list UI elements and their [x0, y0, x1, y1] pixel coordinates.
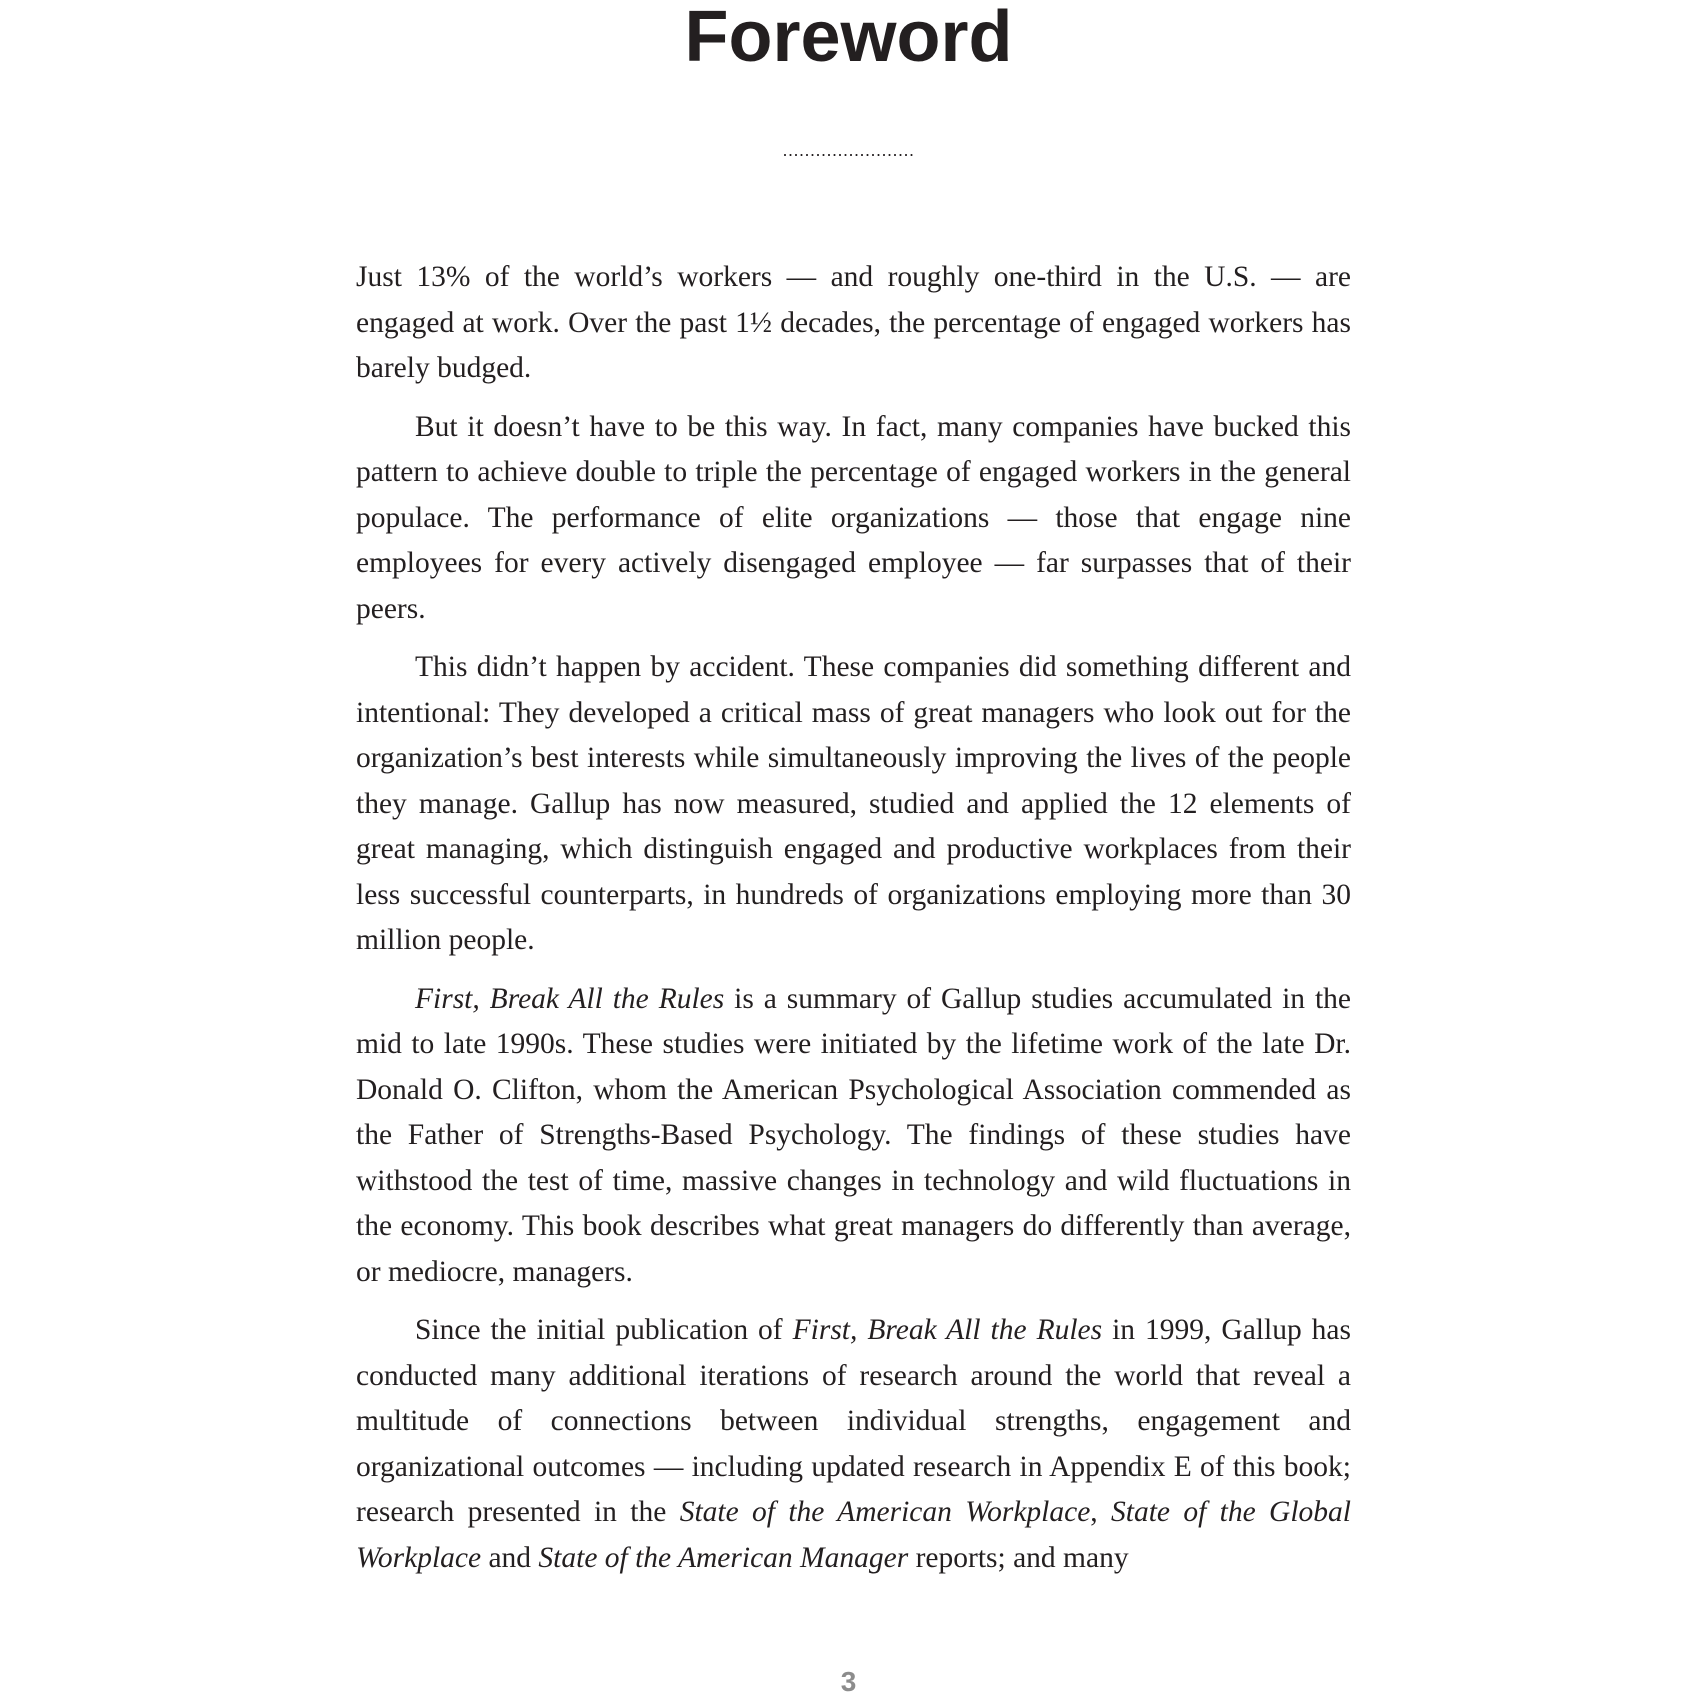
text-run: and	[481, 1541, 539, 1574]
paragraph	[356, 1308, 1351, 1581]
text-run: But it doesn’t have to be this way. In fact, many companies have bucked this pattern to achieve double to triple the percentage of engaged workers in the general populace. The performance of elite organizations — those that engage nine employees for every actively disengaged employee — far surpasses that of their peers.	[356, 410, 1351, 625]
text-run: reports; and many	[908, 1541, 1129, 1574]
paragraph	[356, 255, 1351, 392]
text-run: Since the initial publication of	[415, 1314, 793, 1346]
body-text	[356, 255, 1351, 1594]
paragraph	[356, 645, 1351, 964]
italic-title: State of the American Manager	[538, 1541, 909, 1574]
paragraph	[356, 405, 1351, 633]
text-run: in 1999, Gallup has conducted many additional iterations of research around the world that reveal a multitude of connections between individual strengths, engagement and organizational outcomes — including updated research in Appendix E of this book; research presented in the	[356, 1314, 1351, 1528]
italic-title: First, Break All the Rules	[415, 982, 725, 1015]
text-run: is a summary of Gallup studies accumulated in the mid to late 1990s. These studies were initiated by the lifetime work of the late Dr. Donald O. Clifton, whom the American Psychological Association commended as the Father of Strengths-Based Psychology. The findings of these studies have withstood the test of time, massive changes in technology and wild fluctuations in the economy. This book describes what great managers do differently than average, or mediocre, managers.	[356, 982, 1351, 1288]
text-run: Just 13% of the world’s workers — and roughly one-third in the U.S. — are engaged at work. Over the past 1½ decades, the percentage of engaged workers has barely budged.	[356, 261, 1351, 384]
italic-title: State of the Global Workplace	[356, 1496, 1352, 1574]
italic-title: First, Break All the Rules	[792, 1314, 1103, 1346]
title-ornament: ........................	[782, 140, 915, 160]
text-run: ,	[1090, 1496, 1112, 1528]
text-run: This didn’t happen by accident. These companies did something different and intentional: They developed a critical mass of great managers who look out for the organization’s best interests while simultaneously improving the lives of the people they manage. Gallup has now measured, studied and applied the 12 elements of great managing, which distinguish engaged and productive workplaces from their less successful counterparts, in hundreds of organizations employing more than 30 million people.	[356, 651, 1351, 956]
page-number: 3	[840, 1666, 857, 1697]
italic-title: State of the American Workplace	[679, 1496, 1091, 1528]
paragraph	[356, 977, 1351, 1296]
page-title: Foreword	[684, 0, 1013, 77]
